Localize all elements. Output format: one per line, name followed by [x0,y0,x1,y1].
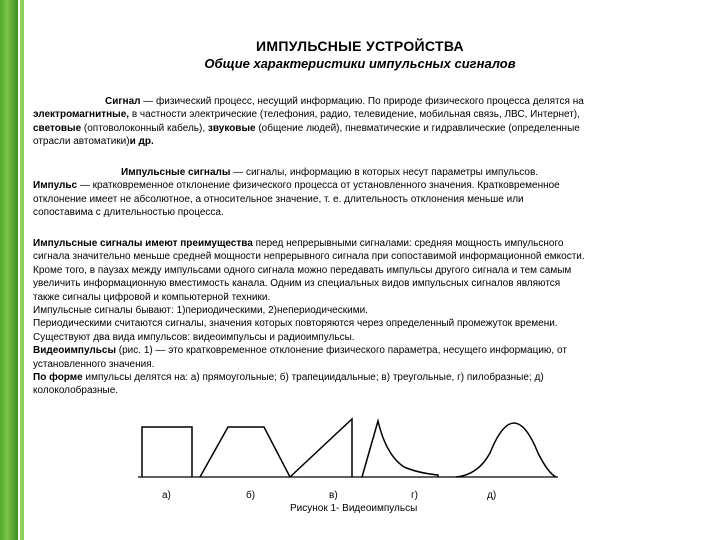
text-span: — сигналы, информацию в которых несут параметры импульсов. [230,167,539,178]
text-line: отклонение имеет не абсолютное, а относительное значение, т. е. длительность отклонения меньше или [33,193,524,205]
bell-pulse [456,423,556,477]
text-line: сопоставима с длительностью процесса. [33,207,224,219]
page-subtitle: Общие характеристики импульсных сигналов [204,56,516,71]
term-video-pulses: Видеоимпульсы [33,345,117,357]
term-pulse: Импульс [33,180,78,192]
page-title: ИМПУЛЬСНЫЕ УСТРОЙСТВА [256,38,464,54]
text-line: увеличить информационную вместимость канала. Одним из специальных видов импульсных сигналов являются [33,278,561,290]
sawtooth-pulse [362,421,438,477]
text-line: сигнала значительно меньше средней мощности непрерывного сигнала при сопоставимой информационной емкости. [33,251,585,263]
paragraph-advantages [33,237,698,398]
text-span: в частности электрические (телефония, радио, телевидение, мобильная связь, ЛВС, Интернет), [129,109,580,121]
left-decor-stripe [20,0,24,540]
text-span: импульсы делятся на: а) прямоугольные; б) трапециидальные; в) треугольные, г) пилобразные; д) [82,372,544,384]
text-span: (общение людей), пневматические и гидравлические (определенные [255,122,580,134]
text-line: Существуют два вида импульсов: видеоимпульсы и радиоимпульсы. [33,331,355,343]
fig-label-b: б) [246,490,256,501]
text-span: отрасли автоматики) [33,136,130,148]
paragraph-signal [33,95,698,149]
term-electromagnetic: электромагнитные, [33,109,130,121]
text-span: (оптоволоконный кабель), [81,122,208,134]
term-pulse-signals: Импульсные сигналы [121,167,231,178]
text-span: — физический процесс, несущий информацию. По природе физического процесса делятся на [140,96,584,107]
term-light: световые [33,122,82,134]
video-pulses-figure [138,415,558,483]
text-line: также сигналы цифровой и компьютерной техники. [33,291,271,303]
text-span: перед непрерывными сигналами: средняя мощность импульсного [252,238,564,249]
triangular-pulse [290,419,352,477]
term-by-form: По форме [33,372,83,384]
fig-label-a: а) [162,490,171,501]
figure-caption: Рисунок 1- Видеоимпульсы [290,503,418,514]
text-line: Периодическими считаются сигналы, значения которых повторяются через определенный промежуток времени. [33,318,558,330]
text-line: установленного значения. [33,358,155,370]
fig-label-d: г) [411,490,418,501]
text-line: Кроме того, в паузах между импульсами одного сигнала можно передавать импульсы другого сигнала и тем самым [33,264,572,276]
text-line: колоколобразные. [33,385,119,397]
text-span: (рис. 1) — это кратковременное отклонение физического параметра, несущего информацию, от [116,345,567,357]
term-sound: звуковые [207,122,256,134]
rectangular-pulse [142,427,192,477]
fig-label-e: д) [487,490,497,501]
text-bold: и др. [129,136,154,148]
paragraph-pulse [33,166,698,220]
trapezoidal-pulse [200,427,290,477]
text-span: — кратковременное отклонение физического процесса от установленного значения. Кратковременное [77,180,560,192]
left-decor-bar [0,0,18,540]
text-line: Импульсные сигналы бывают: 1)периодическими, 2)непериодическими. [33,305,368,317]
term-advantages: Импульсные сигналы имеют преимущества [33,238,253,249]
term-signal: Сигнал [105,96,141,107]
fig-label-c: в) [329,490,338,501]
